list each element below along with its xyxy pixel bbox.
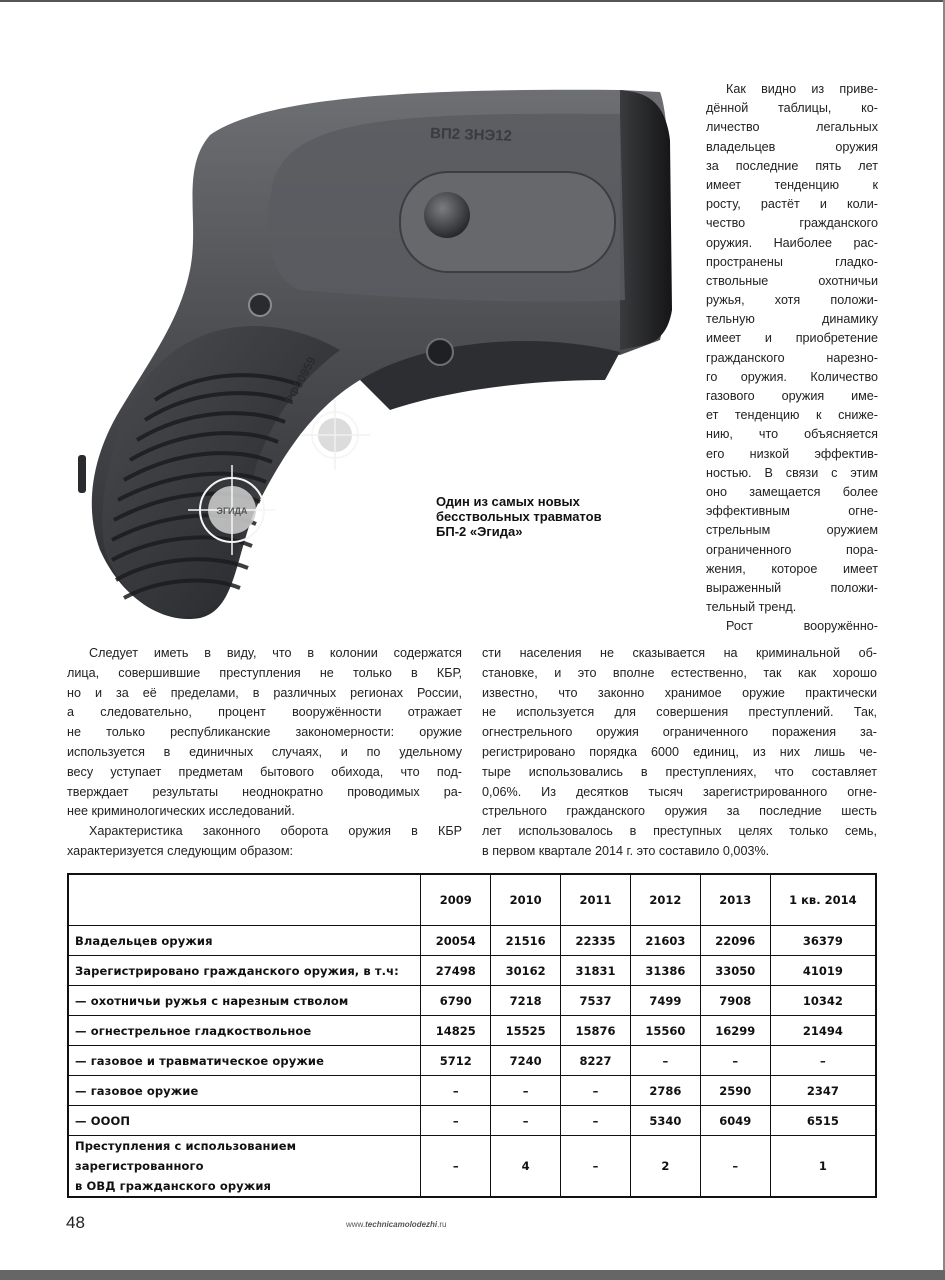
table-cell: 14825 (421, 1016, 491, 1046)
table-header-empty (68, 874, 421, 926)
table-cell: – (491, 1076, 561, 1106)
weapons-statistics-table (67, 873, 877, 1198)
table-row (68, 926, 876, 956)
table-cell: – (561, 1106, 631, 1136)
table-cell: 5340 (630, 1106, 700, 1136)
table-cell: 41019 (770, 956, 876, 986)
table-cell: – (421, 1136, 491, 1198)
table-row (68, 1136, 876, 1198)
row-label: Владельцев оружия (68, 926, 421, 956)
table-row (68, 956, 876, 986)
page-top-border (0, 0, 945, 2)
table-cell: – (561, 1136, 631, 1198)
photo-caption (436, 494, 676, 539)
text-line: тельную динамику (706, 312, 878, 327)
table-cell: 22096 (700, 926, 770, 956)
text-line: сти населения не сказывается на криминальной об- (482, 646, 877, 660)
text-line: нее криминологических исследований. (67, 804, 295, 819)
text-line: оно замещается более (706, 484, 878, 499)
table-cell: 31831 (561, 956, 631, 986)
table-cell: 6790 (421, 986, 491, 1016)
text-line: ностью. В связи с этим (706, 465, 878, 480)
table-cell: – (561, 1076, 631, 1106)
table-cell: 4 (491, 1136, 561, 1198)
table-cell: 15525 (491, 1016, 561, 1046)
text-line: известно, что законно хранимое оружие практически (482, 685, 877, 700)
table-cell: – (700, 1046, 770, 1076)
text-line: Рост вооружённо- (726, 619, 878, 634)
text-line: выраженный положи- (706, 580, 878, 595)
table-cell: – (630, 1046, 700, 1076)
site-name: technicamolodezhi (365, 1220, 438, 1229)
site-prefix: www. (346, 1220, 366, 1229)
site-url (346, 1220, 446, 1229)
text-line: Как видно из приве- (726, 82, 878, 96)
text-line: Характеристика законного оборота оружия в КБР (89, 824, 462, 839)
text-line: тыре использовались в преступлениях, что составляет (482, 764, 877, 779)
text-line: 0,06%. Из десятков тысяч зарегистрированного огне- (482, 784, 877, 799)
table-cell: 16299 (700, 1016, 770, 1046)
table-cell: 5712 (421, 1046, 491, 1076)
text-line: а следовательно, процент вооружённости отражает (67, 705, 462, 720)
table-cell: 36379 (770, 926, 876, 956)
row-label: — охотничьи ружья с нарезным стволом (68, 986, 421, 1016)
table-cell: 10342 (770, 986, 876, 1016)
table-cell: 7218 (491, 986, 561, 1016)
text-line: но и за её пределами, в различных регионах России, (67, 685, 462, 700)
text-line: не только республиканские закономерности: оружие (67, 725, 462, 740)
text-line: владельцев оружия (706, 139, 878, 154)
caption-line: БП-2 «Эгида» (436, 524, 523, 539)
text-line: ствольные охотничьи (706, 273, 878, 288)
table-cell: 27498 (421, 956, 491, 986)
table-cell: – (421, 1106, 491, 1136)
table-cell: 33050 (700, 956, 770, 986)
text-line: росту, растёт и коли- (706, 197, 878, 212)
table-row (68, 1076, 876, 1106)
table-row (68, 1046, 876, 1076)
table-cell: 2 (630, 1136, 700, 1198)
pistol-photo (60, 80, 700, 640)
table-cell: 21516 (491, 926, 561, 956)
slide-marking: ВП2 ЗНЭ12 (429, 125, 513, 145)
table-cell: 30162 (491, 956, 561, 986)
table-row (68, 986, 876, 1016)
table-cell: 31386 (630, 956, 700, 986)
table-header-cell: 2013 (700, 874, 770, 926)
text-line: дённой таблицы, ко- (706, 101, 878, 116)
text-line: жения, которое имеет (706, 561, 878, 576)
table-header-row (68, 874, 876, 926)
text-line: весу уступает предметам бытового обихода, что под- (67, 764, 462, 779)
table-cell: – (491, 1106, 561, 1136)
text-line: тельный тренд. (706, 600, 797, 615)
table-cell: 2347 (770, 1076, 876, 1106)
table-cell: 7537 (561, 986, 631, 1016)
text-line: стрельным оружием (706, 523, 878, 538)
table-cell: 7908 (700, 986, 770, 1016)
text-line: личество легальных (706, 120, 878, 135)
table-cell: 2590 (700, 1076, 770, 1106)
text-line: чество гражданского (706, 216, 878, 231)
table-cell: 1 (770, 1136, 876, 1198)
text-line: становке, и это вполне естественно, так как хорошо (482, 665, 877, 680)
table-cell: – (770, 1046, 876, 1076)
table-header-cell: 2010 (491, 874, 561, 926)
row-label (68, 1136, 421, 1198)
table-header-cell: 2009 (421, 874, 491, 926)
table-cell: 6049 (700, 1106, 770, 1136)
text-line: характеризуется следующим образом: (67, 843, 293, 858)
table-cell: – (421, 1076, 491, 1106)
row-label: — ОООП (68, 1106, 421, 1136)
text-line: тверждает результаты неоднократно проводимых ра- (67, 784, 462, 799)
text-line: лет использовалось в преступных целях только семь, (482, 824, 877, 839)
row-label: Зарегистрировано гражданского оружия, в т.ч: (68, 956, 421, 986)
text-line: не используется для совершения преступлений. Так, (482, 705, 877, 720)
side-column-text (706, 80, 878, 636)
row-label: — газовое и травматическое оружие (68, 1046, 421, 1076)
text-line: имеет тенденцию к (706, 177, 878, 192)
page-number: 48 (66, 1213, 85, 1232)
page-bottom-border (0, 1270, 945, 1280)
text-line: в первом квартале 2014 г. это составило 0,003%. (482, 843, 770, 858)
text-line: лица, совершившие преступления не только в КБР, (67, 665, 462, 680)
text-line: имеет и приобретение (706, 331, 878, 346)
site-suffix: .ru (437, 1220, 447, 1229)
text-line: оружия. Наиболее рас- (706, 235, 878, 250)
table-cell: 8227 (561, 1046, 631, 1076)
row-label-line: в ОВД гражданского оружия (75, 1179, 271, 1193)
table-header-cell: 1 кв. 2014 (770, 874, 876, 926)
table-cell: 2786 (630, 1076, 700, 1106)
table-cell: 21603 (630, 926, 700, 956)
text-line: ет тенденцию к сниже- (706, 408, 878, 423)
logo-text: ЭГИДА (216, 506, 248, 516)
text-line: огнестрельного оружия ограниченного поражения за- (482, 725, 877, 740)
table-row (68, 1106, 876, 1136)
table-cell: 15876 (561, 1016, 631, 1046)
text-line: пространены гладко- (706, 254, 878, 269)
text-line: Следует иметь в виду, что в колонии содержатся (89, 646, 462, 660)
table-cell: 7499 (630, 986, 700, 1016)
caption-line: бесствольных травматов (436, 509, 602, 524)
right-column-text (482, 644, 877, 862)
text-line: ограниченного пора- (706, 542, 878, 557)
text-line: стрельного гражданского оружия за последние шесть (482, 804, 877, 819)
text-line: газового оружия име- (706, 389, 878, 403)
text-line: регистрировано порядка 6000 единиц, из них лишь че- (482, 744, 877, 759)
serial-number: РФ00959 (282, 354, 319, 407)
row-label: — огнестрельное гладкоствольное (68, 1016, 421, 1046)
table-cell: 15560 (630, 1016, 700, 1046)
table-row (68, 1016, 876, 1046)
table-cell: – (700, 1136, 770, 1198)
text-line: эффективным огне- (706, 504, 878, 519)
text-line: гражданского нарезно- (706, 350, 878, 365)
table-cell: 6515 (770, 1106, 876, 1136)
text-line: ружья, хотя положи- (706, 293, 878, 308)
table-cell: 21494 (770, 1016, 876, 1046)
row-label: — газовое оружие (68, 1076, 421, 1106)
text-line: за последние пять лет (706, 158, 878, 173)
text-line: го оружия. Количество (706, 369, 878, 384)
text-line: его низкой эффектив- (706, 446, 878, 461)
text-line: используется в единичных случаях, и по удельному (67, 744, 462, 759)
table-cell: 7240 (491, 1046, 561, 1076)
table-cell: 20054 (421, 926, 491, 956)
table-header-cell: 2012 (630, 874, 700, 926)
table-cell: 22335 (561, 926, 631, 956)
text-line: нию, что объясняется (706, 427, 878, 442)
table-header-cell: 2011 (561, 874, 631, 926)
row-label-line: Преступления с использованием зарегистрованного (75, 1139, 297, 1173)
caption-line: Один из самых новых (436, 494, 580, 509)
left-column-text (67, 644, 462, 862)
